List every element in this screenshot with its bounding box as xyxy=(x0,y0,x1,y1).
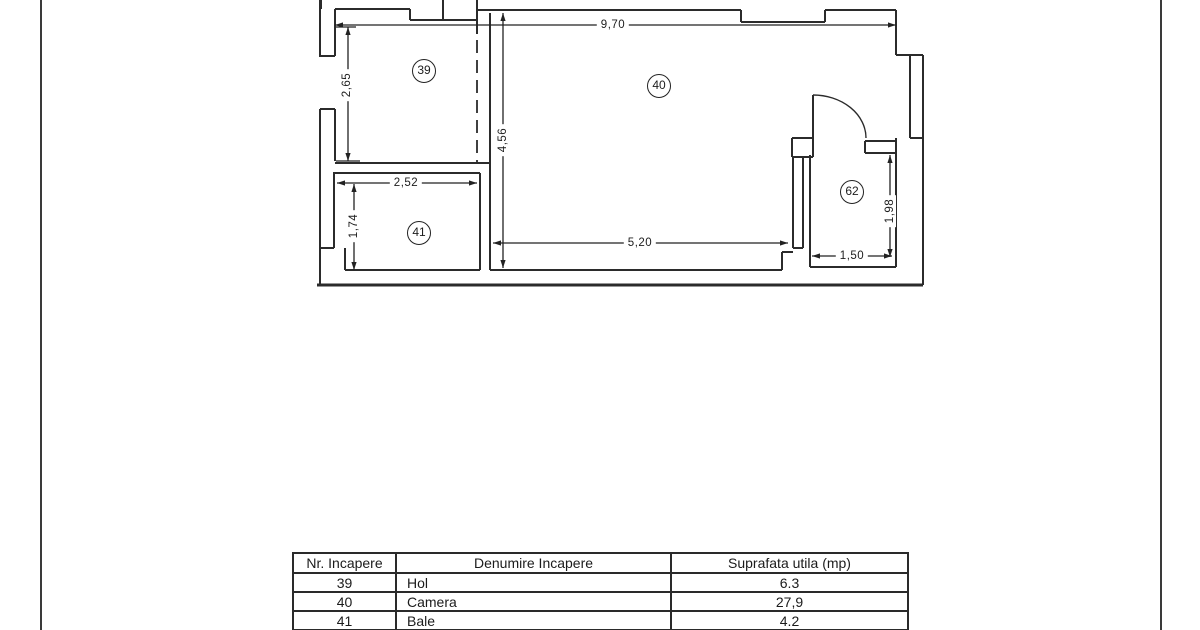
door-swing-arc xyxy=(813,95,866,138)
room-name-cell: Bale xyxy=(396,611,671,630)
room-label-39: 39 xyxy=(412,59,436,83)
column-header-usable-area: Suprafata utila (mp) xyxy=(671,553,908,573)
dim-label-room39-height: 2,65 xyxy=(341,69,353,101)
column-header-room-number: Nr. Incapere xyxy=(293,553,396,573)
room-label-41: 41 xyxy=(407,221,431,245)
dim-label-room41-height: 1,74 xyxy=(348,210,360,242)
room-area-cell: 4.2 xyxy=(671,611,908,630)
table-row xyxy=(293,573,908,592)
table-row xyxy=(293,611,908,630)
dim-label-room40-height: 4,56 xyxy=(497,124,509,156)
room-number-cell: 39 xyxy=(293,573,396,592)
dim-label-room40-width: 5,20 xyxy=(624,237,656,249)
table-header-row xyxy=(293,553,908,573)
area-table xyxy=(292,552,909,630)
room-area-cell: 27,9 xyxy=(671,592,908,611)
room-name-cell: Camera xyxy=(396,592,671,611)
room-number-cell: 41 xyxy=(293,611,396,630)
dim-label-room62-width: 1,50 xyxy=(836,250,868,262)
dim-label-room62-height: 1,98 xyxy=(884,195,896,227)
room-area-cell: 6.3 xyxy=(671,573,908,592)
room-label-62: 62 xyxy=(840,180,864,204)
column-header-room-name: Denumire Incapere xyxy=(396,553,671,573)
dim-label-top-overall-width: 9,70 xyxy=(597,19,629,31)
room-number-cell: 40 xyxy=(293,592,396,611)
room-name-cell: Hol xyxy=(396,573,671,592)
table-row xyxy=(293,592,908,611)
dim-label-room41-width: 2,52 xyxy=(390,177,422,189)
room-label-40: 40 xyxy=(647,74,671,98)
